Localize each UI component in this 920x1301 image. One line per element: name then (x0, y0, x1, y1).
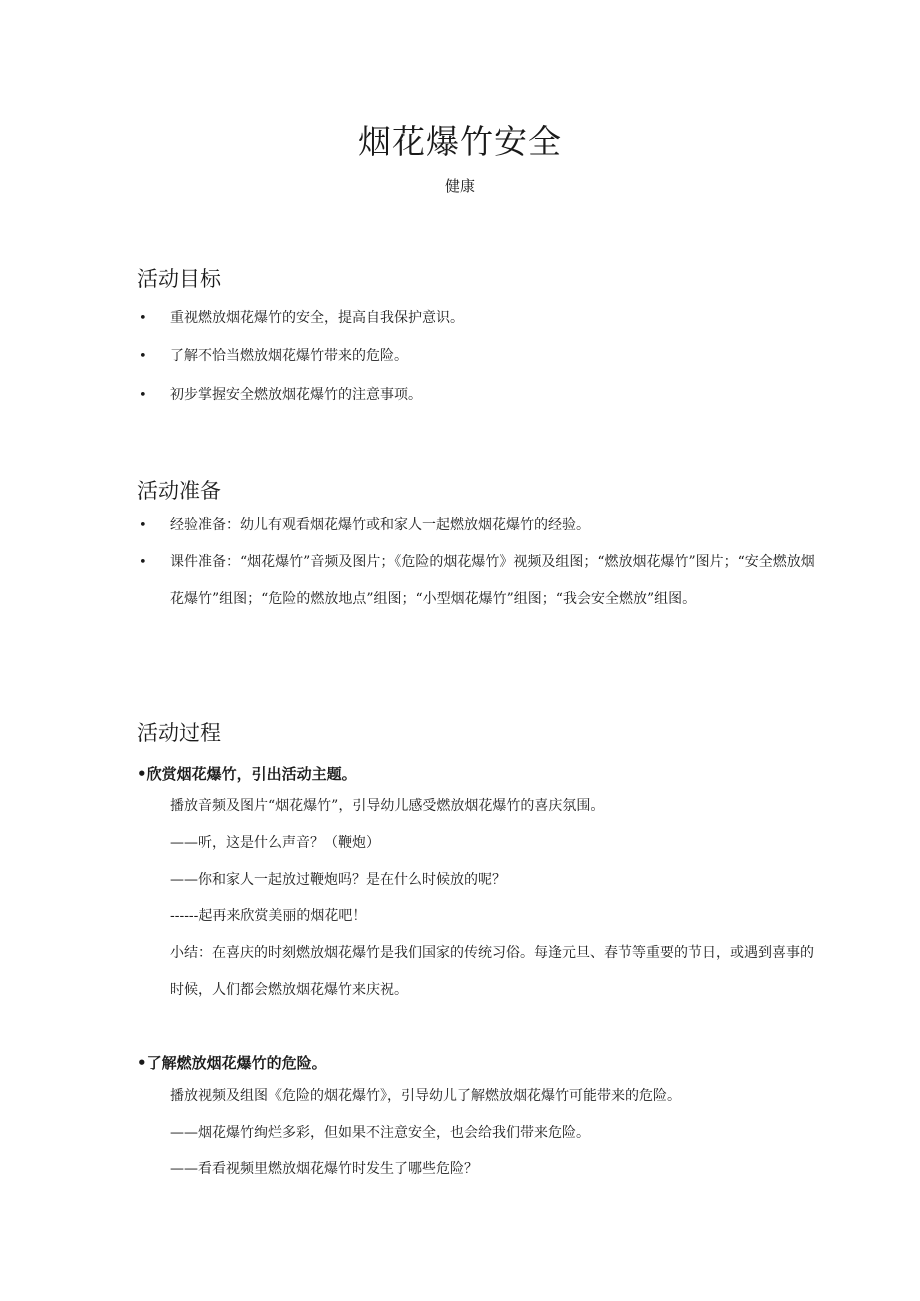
document-subtitle: 健康 (444, 177, 475, 195)
goal-item: 初步掌握安全燃放烟花爆竹的注意事项。 (170, 387, 422, 403)
step1-title: •欣赏烟花爆竹，引出活动主题。 (137, 765, 357, 783)
goals-heading: 活动目标 (137, 267, 221, 291)
prep-bullet: • (139, 518, 147, 533)
step2-title: •了解燃放烟花爆竹的危险。 (137, 1054, 327, 1072)
step2-line: 播放视频及组图《危险的烟花爆竹》，引导幼儿了解燃放烟花爆竹可能带来的危险。 (170, 1088, 681, 1104)
step1-line: ——你和家人一起放过鞭炮吗？是在什么时候放的呢？ (170, 872, 506, 888)
prep-item: 经验准备：幼儿有观看烟花爆竹或和家人一起燃放烟花爆竹的经验。 (170, 517, 590, 533)
step2-line: ——看看视频里燃放烟花爆竹时发生了哪些危险？ (170, 1161, 478, 1177)
step1-line: ——听，这是什么声音？（鞭炮） (170, 835, 380, 851)
prep-bullet: • (139, 555, 147, 570)
step1-line: 播放音频及图片“烟花爆竹”，引导幼儿感受燃放烟花爆竹的喜庆氛围。 (170, 798, 605, 814)
goal-item: 了解不恰当燃放烟花爆竹带来的危险。 (170, 348, 408, 364)
prep-heading: 活动准备 (137, 479, 221, 503)
goal-item: 重视燃放烟花爆竹的安全，提高自我保护意识。 (170, 310, 464, 326)
process-heading: 活动过程 (137, 721, 221, 745)
prep-item: 课件准备：“烟花爆竹”音频及图片；《危险的烟花爆竹》视频及组图；“燃放烟花爆竹”图片；“安全燃放烟花爆竹”组图；“危险的燃放地点”组图；“小型烟花爆竹”组图；“我会安全燃放”组图。 (170, 554, 815, 607)
step1-summary: 小结：在喜庆的时刻燃放烟花爆竹是我们国家的传统习俗。每逢元旦、春节等重要的节日，或遇到喜事的时候，人们都会燃放烟花爆竹来庆祝。 (170, 945, 814, 998)
step2-line: ——烟花爆竹绚烂多彩，但如果不注意安全，也会给我们带来危险。 (170, 1125, 590, 1141)
goal-bullet: • (139, 388, 147, 403)
goal-bullet: • (139, 311, 147, 326)
document-title: 烟花爆竹安全 (358, 122, 562, 161)
step1-line: ------起再来欣赏美丽的烟花吧！ (170, 908, 367, 924)
goal-bullet: • (139, 349, 147, 364)
